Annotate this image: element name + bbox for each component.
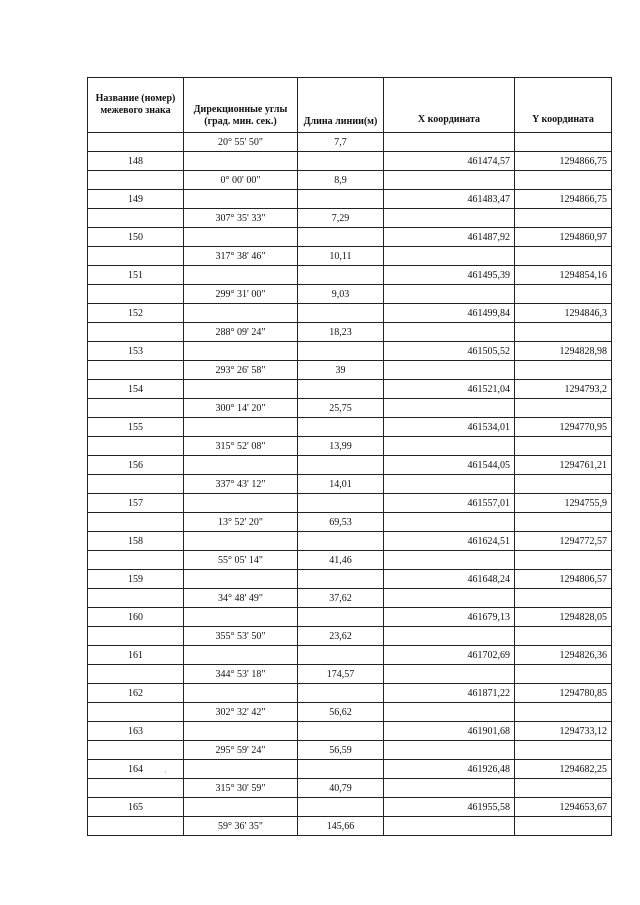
length-cell-empty [298, 304, 384, 323]
x-coordinate-cell-empty [384, 703, 515, 722]
mark-name-cell-empty [88, 361, 184, 380]
x-coordinate-cell-empty [384, 513, 515, 532]
table-row-segment [88, 817, 612, 836]
x-coordinate-cell: 461679,13 [384, 608, 515, 627]
length-cell-empty [298, 570, 384, 589]
length-cell-empty [298, 380, 384, 399]
angle-cell: 288° 09' 24" [184, 323, 298, 342]
table-row-point [88, 342, 612, 361]
mark-name-cell: 154 [88, 380, 184, 399]
length-cell: 8,9 [298, 171, 384, 190]
table-row-segment [88, 665, 612, 684]
table-row-segment [88, 741, 612, 760]
x-coordinate-cell-empty [384, 551, 515, 570]
length-cell-empty [298, 342, 384, 361]
table-row-segment [88, 475, 612, 494]
x-coordinate-cell: 461557,01 [384, 494, 515, 513]
y-coordinate-cell: 1294772,57 [515, 532, 612, 551]
length-cell: 39 [298, 361, 384, 380]
mark-name-cell-empty [88, 665, 184, 684]
x-coordinate-cell-empty [384, 399, 515, 418]
mark-name-cell: 153 [88, 342, 184, 361]
angle-cell-empty [184, 152, 298, 171]
length-cell-empty [298, 532, 384, 551]
y-coordinate-cell: 1294806,57 [515, 570, 612, 589]
mark-name-cell-empty [88, 209, 184, 228]
table-row-point [88, 152, 612, 171]
mark-name-cell-empty [88, 323, 184, 342]
angle-cell: 302° 32' 42" [184, 703, 298, 722]
x-coordinate-cell-empty [384, 665, 515, 684]
length-cell: 13,99 [298, 437, 384, 456]
y-coordinate-cell: 1294860,97 [515, 228, 612, 247]
angle-cell: 13° 52' 20" [184, 513, 298, 532]
length-cell: 37,62 [298, 589, 384, 608]
angle-cell: 295° 59' 24" [184, 741, 298, 760]
x-coordinate-cell: 461901,68 [384, 722, 515, 741]
table-row-point [88, 798, 612, 817]
y-coordinate-cell-empty [515, 589, 612, 608]
y-coordinate-cell: 1294866,75 [515, 152, 612, 171]
mark-name-cell-empty [88, 171, 184, 190]
angle-cell-empty [184, 798, 298, 817]
mark-name-cell: 151 [88, 266, 184, 285]
length-cell: 18,23 [298, 323, 384, 342]
y-coordinate-cell: 1294793,2 [515, 380, 612, 399]
mark-name-cell-empty [88, 627, 184, 646]
x-coordinate-cell-empty [384, 285, 515, 304]
length-cell-empty [298, 798, 384, 817]
table-row-point [88, 608, 612, 627]
x-coordinate-cell: 461544,05 [384, 456, 515, 475]
length-cell-empty [298, 266, 384, 285]
y-coordinate-cell: 1294761,21 [515, 456, 612, 475]
mark-name-cell-empty [88, 551, 184, 570]
length-cell: 7,7 [298, 133, 384, 152]
x-coordinate-cell-empty [384, 475, 515, 494]
x-coordinate-cell: 461499,84 [384, 304, 515, 323]
mark-name-cell-empty [88, 399, 184, 418]
y-coordinate-cell-empty [515, 323, 612, 342]
angle-cell: 315° 52' 08" [184, 437, 298, 456]
angle-cell-empty [184, 494, 298, 513]
length-cell: 41,46 [298, 551, 384, 570]
angle-cell-empty [184, 608, 298, 627]
length-cell: 7,29 [298, 209, 384, 228]
mark-name-cell: 148 [88, 152, 184, 171]
mark-name-cell-empty [88, 437, 184, 456]
y-coordinate-cell-empty [515, 779, 612, 798]
y-coordinate-cell-empty [515, 551, 612, 570]
table-row-point [88, 494, 612, 513]
mark-name-cell: 160 [88, 608, 184, 627]
length-cell: 56,62 [298, 703, 384, 722]
x-coordinate-cell-empty [384, 779, 515, 798]
table-row-point [88, 722, 612, 741]
angle-cell-empty [184, 532, 298, 551]
x-coordinate-cell: 461487,92 [384, 228, 515, 247]
table-row-point [88, 304, 612, 323]
length-cell-empty [298, 418, 384, 437]
table-row-point [88, 684, 612, 703]
table-row-segment [88, 361, 612, 380]
angle-cell: 307° 35' 33" [184, 209, 298, 228]
table-row-point [88, 266, 612, 285]
mark-name-cell: 157 [88, 494, 184, 513]
length-cell: 174,57 [298, 665, 384, 684]
y-coordinate-cell-empty [515, 247, 612, 266]
mark-name-cell-empty [88, 133, 184, 152]
y-coordinate-cell-empty [515, 209, 612, 228]
angle-cell: 20° 55' 50" [184, 133, 298, 152]
x-coordinate-cell: 461505,52 [384, 342, 515, 361]
angle-cell: 315° 30' 59" [184, 779, 298, 798]
mark-name-cell: 161 [88, 646, 184, 665]
x-coordinate-cell-empty [384, 323, 515, 342]
x-coordinate-cell-empty [384, 209, 515, 228]
x-coordinate-cell-empty [384, 133, 515, 152]
angle-cell: 299° 31' 00" [184, 285, 298, 304]
length-cell-empty [298, 684, 384, 703]
y-coordinate-cell-empty [515, 361, 612, 380]
mark-name-cell-empty [88, 589, 184, 608]
y-coordinate-cell: 1294780,85 [515, 684, 612, 703]
angle-cell: 344° 53' 18" [184, 665, 298, 684]
y-coordinate-cell-empty [515, 513, 612, 532]
x-coordinate-cell-empty [384, 589, 515, 608]
y-coordinate-cell-empty [515, 627, 612, 646]
y-coordinate-cell: 1294682,25 [515, 760, 612, 779]
angle-cell-empty [184, 760, 298, 779]
table-header [88, 78, 612, 133]
mark-name-cell-empty [88, 285, 184, 304]
y-coordinate-cell: 1294755,9 [515, 494, 612, 513]
length-cell-empty [298, 760, 384, 779]
length-cell: 14,01 [298, 475, 384, 494]
y-coordinate-cell: 1294846,3 [515, 304, 612, 323]
x-coordinate-cell-empty [384, 361, 515, 380]
angle-cell: 59° 36' 35" [184, 817, 298, 836]
length-cell-empty [298, 190, 384, 209]
angle-cell-empty [184, 646, 298, 665]
table-row-segment [88, 171, 612, 190]
table-row-segment [88, 779, 612, 798]
mark-name-cell: 162 [88, 684, 184, 703]
x-coordinate-cell: 461955,58 [384, 798, 515, 817]
mark-name-cell: 152 [88, 304, 184, 323]
y-coordinate-cell: 1294826,36 [515, 646, 612, 665]
table-row-point [88, 456, 612, 475]
x-coordinate-cell-empty [384, 817, 515, 836]
angle-cell: 293° 26' 58" [184, 361, 298, 380]
table-row-segment [88, 703, 612, 722]
mark-name-cell: 156 [88, 456, 184, 475]
mark-name-cell: 150 [88, 228, 184, 247]
table-body [88, 133, 612, 836]
table-row-point [88, 380, 612, 399]
length-cell-empty [298, 494, 384, 513]
angle-cell-empty [184, 722, 298, 741]
boundary-marks-table [87, 77, 612, 836]
y-coordinate-cell-empty [515, 703, 612, 722]
mark-name-cell-empty [88, 247, 184, 266]
x-coordinate-cell-empty [384, 741, 515, 760]
angle-cell-empty [184, 342, 298, 361]
length-cell: 10,11 [298, 247, 384, 266]
length-cell-empty [298, 456, 384, 475]
table-row-segment [88, 247, 612, 266]
scan-speck: ˎ [164, 764, 167, 773]
table-row-segment [88, 399, 612, 418]
angle-cell: 0° 00' 00" [184, 171, 298, 190]
y-coordinate-cell: 1294828,05 [515, 608, 612, 627]
table-row-segment [88, 627, 612, 646]
angle-cell: 55° 05' 14" [184, 551, 298, 570]
angle-cell-empty [184, 304, 298, 323]
y-coordinate-cell: 1294770,95 [515, 418, 612, 437]
angle-cell-empty [184, 380, 298, 399]
x-coordinate-cell-empty [384, 247, 515, 266]
angle-cell-empty [184, 228, 298, 247]
mark-name-cell: 159 [88, 570, 184, 589]
angle-cell-empty [184, 684, 298, 703]
mark-name-cell-empty [88, 741, 184, 760]
x-coordinate-cell: 461702,69 [384, 646, 515, 665]
angle-cell-empty [184, 456, 298, 475]
length-cell-empty [298, 608, 384, 627]
mark-name-cell: 165 [88, 798, 184, 817]
y-coordinate-cell: 1294828,98 [515, 342, 612, 361]
y-coordinate-cell: 1294866,75 [515, 190, 612, 209]
y-coordinate-cell: 1294733,12 [515, 722, 612, 741]
y-coordinate-cell-empty [515, 285, 612, 304]
y-coordinate-cell-empty [515, 817, 612, 836]
y-coordinate-cell-empty [515, 437, 612, 456]
x-coordinate-cell: 461926,48 [384, 760, 515, 779]
angle-cell: 355° 53' 50" [184, 627, 298, 646]
length-cell: 25,75 [298, 399, 384, 418]
table-row-segment [88, 323, 612, 342]
x-coordinate-cell: 461495,39 [384, 266, 515, 285]
length-cell: 23,62 [298, 627, 384, 646]
angle-cell: 300° 14' 20" [184, 399, 298, 418]
angle-cell: 337° 43' 12" [184, 475, 298, 494]
x-coordinate-cell-empty [384, 627, 515, 646]
length-cell: 40,79 [298, 779, 384, 798]
length-cell-empty [298, 646, 384, 665]
x-coordinate-cell: 461474,57 [384, 152, 515, 171]
x-coordinate-cell-empty [384, 437, 515, 456]
angle-cell-empty [184, 418, 298, 437]
x-coordinate-cell: 461521,04 [384, 380, 515, 399]
y-coordinate-cell-empty [515, 399, 612, 418]
header-line-length: Длина линии(м) [298, 78, 384, 133]
mark-name-cell-empty [88, 817, 184, 836]
length-cell: 9,03 [298, 285, 384, 304]
table-row-point [88, 646, 612, 665]
table-row-segment [88, 209, 612, 228]
x-coordinate-cell: 461648,24 [384, 570, 515, 589]
length-cell: 56,59 [298, 741, 384, 760]
header-x-coordinate: X координата [384, 78, 515, 133]
mark-name-cell: 149 [88, 190, 184, 209]
table-row-segment [88, 513, 612, 532]
x-coordinate-cell: 461624,51 [384, 532, 515, 551]
table-row-segment [88, 551, 612, 570]
table-row-segment [88, 589, 612, 608]
table-row-point [88, 570, 612, 589]
length-cell-empty [298, 152, 384, 171]
table-row-point [88, 228, 612, 247]
y-coordinate-cell: 1294653,67 [515, 798, 612, 817]
x-coordinate-cell-empty [384, 171, 515, 190]
mark-name-cell-empty [88, 513, 184, 532]
length-cell: 145,66 [298, 817, 384, 836]
length-cell: 69,53 [298, 513, 384, 532]
angle-cell: 34° 48' 49" [184, 589, 298, 608]
y-coordinate-cell: 1294854,16 [515, 266, 612, 285]
angle-cell-empty [184, 570, 298, 589]
angle-cell-empty [184, 266, 298, 285]
x-coordinate-cell: 461534,01 [384, 418, 515, 437]
table-row-point [88, 532, 612, 551]
x-coordinate-cell: 461871,22 [384, 684, 515, 703]
length-cell-empty [298, 722, 384, 741]
table-row-point [88, 190, 612, 209]
length-cell-empty [298, 228, 384, 247]
y-coordinate-cell-empty [515, 665, 612, 684]
y-coordinate-cell-empty [515, 741, 612, 760]
angle-cell: 317° 38' 46" [184, 247, 298, 266]
mark-name-cell-empty [88, 779, 184, 798]
x-coordinate-cell: 461483,47 [384, 190, 515, 209]
mark-name-cell: 155 [88, 418, 184, 437]
header-directional-angles: Дирекционные углы (град. мин. сек.) [184, 78, 298, 133]
mark-name-cell: 164 [88, 760, 184, 779]
angle-cell-empty [184, 190, 298, 209]
mark-name-cell: 158 [88, 532, 184, 551]
y-coordinate-cell-empty [515, 171, 612, 190]
mark-name-cell-empty [88, 703, 184, 722]
table-row-segment [88, 133, 612, 152]
table-row-segment [88, 285, 612, 304]
mark-name-cell: 163 [88, 722, 184, 741]
table-row-point [88, 418, 612, 437]
header-y-coordinate: Y координата [515, 78, 612, 133]
table-row-segment [88, 437, 612, 456]
header-mark-name: Название (номер) межевого знака [88, 78, 184, 133]
mark-name-cell-empty [88, 475, 184, 494]
y-coordinate-cell-empty [515, 133, 612, 152]
y-coordinate-cell-empty [515, 475, 612, 494]
